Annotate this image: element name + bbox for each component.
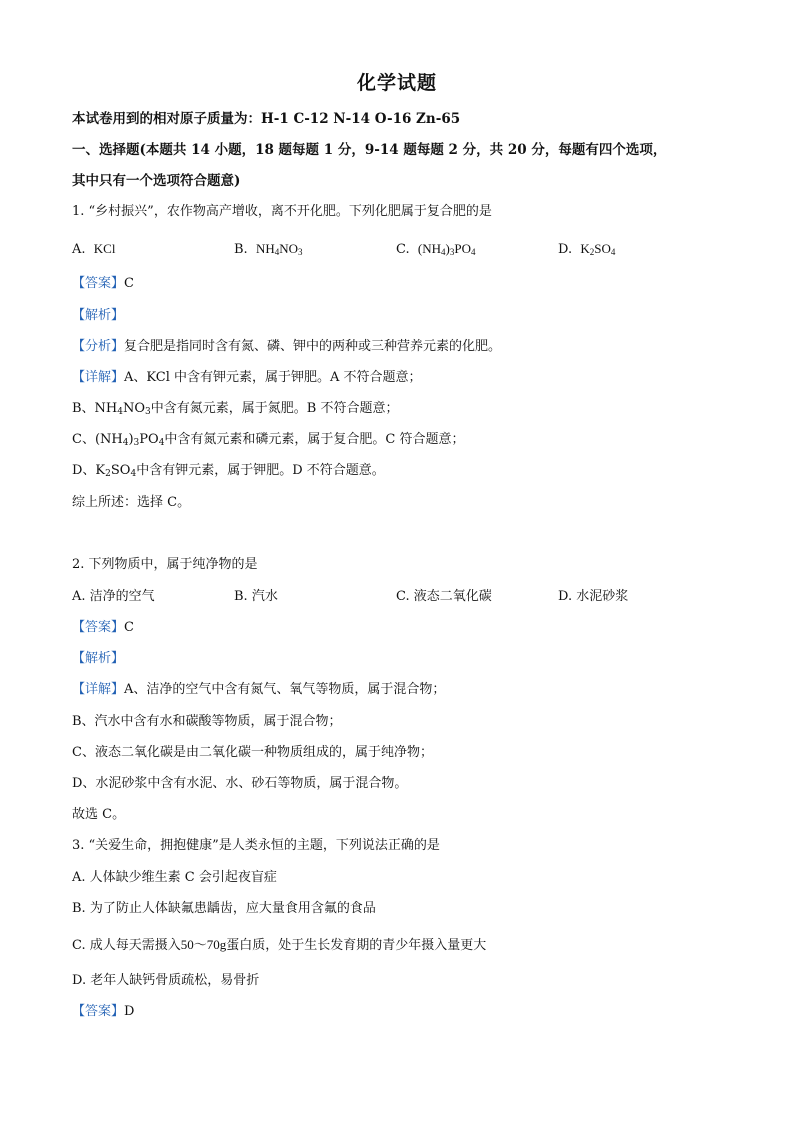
q3-answer-value: D bbox=[124, 1004, 135, 1019]
q2-detail-d: D、水泥砂浆中含有水泥、水、砂石等物质，属于混合物。 bbox=[72, 776, 408, 791]
q3-option-c-formula: 50～70g bbox=[180, 937, 227, 952]
q2-option-a: A. 洁净的空气 bbox=[72, 589, 155, 604]
q2-analysis-heading bbox=[72, 650, 124, 668]
q1-fenxi-text: 复合肥是指同时含有氮、磷、钾中的两种或三种营养元素的化肥。 bbox=[124, 339, 502, 354]
answer-tag: 【答案】 bbox=[72, 1004, 125, 1019]
q3-option-b: B. 为了防止人体缺氟患龋齿，应大量食用含氟的食品 bbox=[72, 901, 376, 916]
q2-detail-c: C、液态二氧化碳是由二氧化碳一种物质组成的，属于纯净物； bbox=[72, 745, 433, 760]
q1-option-a bbox=[72, 240, 115, 259]
q1-fenxi bbox=[72, 338, 501, 356]
q2-detail-a-text: A、洁净的空气中含有氮气、氧气等物质，属于混合物； bbox=[124, 682, 446, 697]
q1-analysis-heading bbox=[72, 307, 124, 325]
answer-tag: 【答案】 bbox=[72, 620, 125, 635]
q3-option-a: A. 人体缺少维生素 C 会引起夜盲症 bbox=[72, 870, 277, 885]
q3-stem: 3. “关爱生命，拥抱健康”是人类永恒的主题，下列说法正确的是 bbox=[72, 838, 440, 853]
q1-stem: 1. “乡村振兴”，农作物高产增收，离不开化肥。下列化肥属于复合肥的是 bbox=[72, 204, 492, 219]
q2-option-c: C. 液态二氧化碳 bbox=[396, 589, 492, 604]
analysis-tag: 【解析】 bbox=[72, 651, 125, 666]
q1-detail-b: B、$NH_4NO_3$中含有氮元素，属于氮肥。B 不符合题意； bbox=[72, 401, 399, 417]
q1-option-c-letter: C. bbox=[396, 242, 410, 257]
q1-option-d-formula: $K_2SO_4$ bbox=[580, 241, 616, 257]
q2-summary: 故选 C。 bbox=[72, 807, 126, 822]
q1-answer-value: C bbox=[124, 276, 134, 291]
q2-stem: 2. 下列物质中，属于纯净物的是 bbox=[72, 557, 258, 572]
atomic-mass-note: 本试卷用到的相对原子质量为：H-1 C-12 N-14 O-16 Zn-65 bbox=[72, 111, 461, 127]
analysis-tag: 【解析】 bbox=[72, 308, 125, 323]
q2-answer bbox=[72, 619, 134, 637]
detail-tag: 【详解】 bbox=[72, 370, 125, 385]
q1-option-b-formula: $NH_4NO_3$ bbox=[255, 241, 303, 257]
q1-option-b-letter: B. bbox=[234, 242, 248, 257]
q1-option-c bbox=[396, 240, 475, 259]
q1-option-d bbox=[558, 240, 615, 259]
q2-option-b: B. 汽水 bbox=[234, 589, 278, 604]
q3-option-c: C. 成人每天需摄入50～70g蛋白质，处于生长发育期的青少年摄入量更大 bbox=[72, 937, 487, 953]
q3-option-d: D. 老年人缺钙骨质疏松，易骨折 bbox=[72, 973, 260, 988]
q1-detail-c: C、$(NH_4)_3PO_4$中含有氮元素和磷元素，属于复合肥。C 符合题意； bbox=[72, 432, 465, 448]
q1-detail-d: D、$K_2SO_4$中含有钾元素，属于钾肥。D 不符合题意。 bbox=[72, 463, 385, 479]
q1-option-b bbox=[234, 240, 303, 259]
q1-answer bbox=[72, 275, 134, 293]
detail-tag: 【详解】 bbox=[72, 682, 125, 697]
q2-detail-b: B、汽水中含有水和碳酸等物质，属于混合物； bbox=[72, 714, 342, 729]
q1-detail-a-text: A、KCl 中含有钾元素，属于钾肥。A 不符合题意； bbox=[124, 370, 422, 385]
q1-option-a-letter: A. bbox=[72, 242, 86, 257]
q1-option-c-formula: $(NH_4)_3PO_4$ bbox=[417, 241, 476, 257]
section-heading-line1: 一、选择题(本题共 14 小题，18 题每题 1 分，9-14 题每题 2 分，共 20 分，每题有四个选项， bbox=[72, 142, 667, 158]
answer-tag: 【答案】 bbox=[72, 276, 125, 291]
page-title: 化学试题 bbox=[356, 72, 437, 94]
q2-answer-value: C bbox=[124, 620, 134, 635]
q1-option-d-letter: D. bbox=[558, 242, 573, 257]
q1-detail-a bbox=[72, 369, 422, 387]
q2-detail-a bbox=[72, 681, 445, 699]
fenxi-tag: 【分析】 bbox=[72, 339, 125, 354]
q1-option-a-formula: KCl bbox=[93, 241, 116, 256]
q3-answer bbox=[72, 1003, 134, 1021]
q2-option-d: D. 水泥砂浆 bbox=[558, 589, 629, 604]
q1-summary: 综上所述：选择 C。 bbox=[72, 495, 191, 510]
section-heading-line2: 其中只有一个选项符合题意) bbox=[72, 173, 241, 189]
